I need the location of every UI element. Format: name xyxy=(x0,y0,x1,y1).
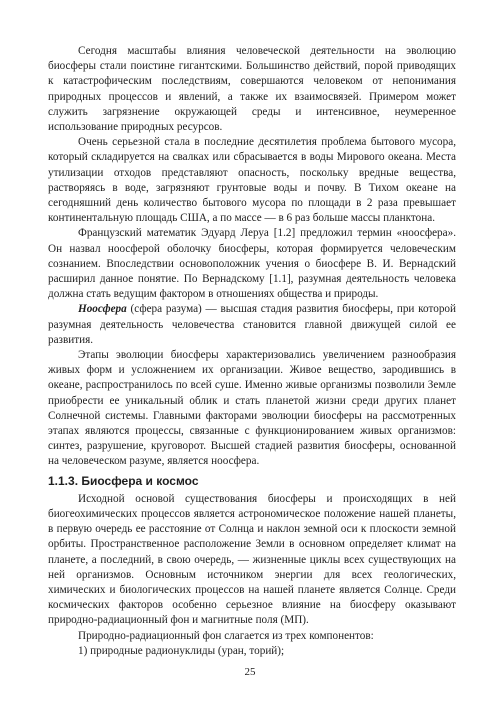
list-item-radionuclides: 1) природные радионуклиды (уран, торий); xyxy=(78,644,285,657)
section-heading: 1.1.3. Биосфера и космос xyxy=(48,473,199,488)
paragraph-astronomical-position: Исходной основой существования биосферы и происходящих в ней биогеохимических процессов является астрономическое положение нашей планеты, в первую очередь ее расстояние от Солнца и наклон земной оси к плоскости земной орбиты. Пространственное расположение Земли в основном определяет климат на планете, а последний, в свою очередь, — жизненные циклы всех существующих на ней организмов. Основным источником энергии для всех геологических, химических и биологических процессов на нашей планете является Солнце. Среди космических факторов особенно серьезное влияние на биосферу оказывают природно-радиационный фон и магнитные поля (МП). xyxy=(48,492,456,627)
paragraph-noosphere-definition xyxy=(48,302,456,348)
noosphere-definition-text: (сфера разума) — высшая стадия развития биосферы, при которой разумная деятельность человечества становится главной движущей силой ее развития. xyxy=(48,303,456,346)
paragraph-biosphere-evolution: Этапы эволюции биосферы характеризовались увеличением разнообразия живых форм и усложнением их организации. Живое вещество, зародившись в океане, распространилось по всей суше. Именно живые организмы позволили Земле приобрести ее уникальный облик и стать планетой жизни среди других планет Солнечной системы. Главными факторами эволюции биосферы на рассмотренных этапах являются процессы, связанные с функционированием живых организмов: синтез, разрушение, круговорот. Высшей стадией развития биосферы, основанной на человеческом разуме, является ноосфера. xyxy=(48,349,456,468)
paragraph-noosphere-term: Французский математик Эдуард Леруа [1.2] предложил термин «ноосфера». Он назвал ноосферой оболочку биосферы, которая формируется человеческим сознанием. Впоследствии основоположник учения о биосфере В. И. Вернадский расширил данное понятие. По Вернадскому [1.1], разумная деятельность человека должна стать ведущим фактором в отношениях общества и природы. xyxy=(48,227,456,301)
page-body xyxy=(48,44,456,659)
paragraph-household-waste: Очень серьезной стала в последние десятилетия проблема бытового мусора, который складируется на свалках или сбрасывается в воды Мирового океана. Места утилизации отходов представляют опасность, поскольку вредные вещества, растворяясь в воде, загрязняют грунтовые воды и почву. В Тихом океане на сегодняшний день количество бытового мусора по площади в 2 раза превышает континентальную площадь США, а по массе — в 6 раз больше массы планктона. xyxy=(48,136,456,225)
page-number: 25 xyxy=(244,666,256,678)
paragraph-human-impact: Сегодня масштабы влияния человеческой деятельности на эволюцию биосферы стали поистине гигантскими. Большинство действий, порой приводящих к катастрофическим последствиям, совершаются человеком от непонимания природных процессов и явлений, а также их взаимосвязей. Примером может служить загрязнение окружающей среды и интенсивное, неумеренное использование природных ресурсов. xyxy=(48,45,456,134)
paragraph-radiation-background: Природно-радиационный фон слагается из трех компонентов: xyxy=(78,629,374,642)
noosphere-term: Ноосфера xyxy=(78,303,127,316)
